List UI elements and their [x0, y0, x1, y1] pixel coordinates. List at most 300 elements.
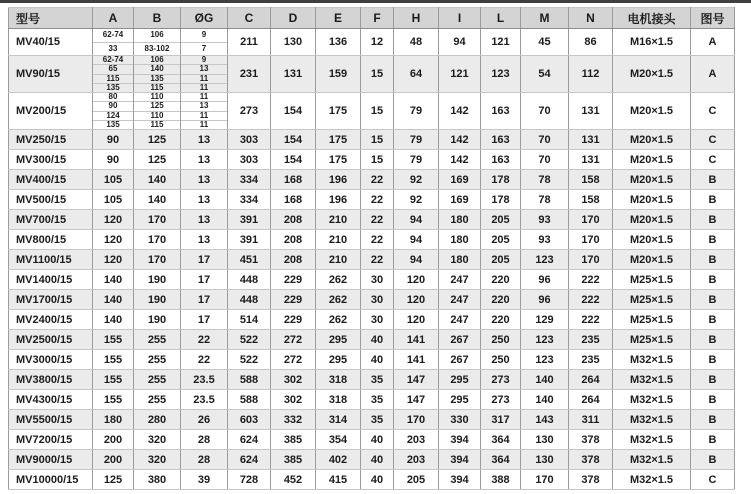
value-cell: 130 — [271, 29, 316, 56]
value-cell: 169 — [439, 190, 481, 210]
value-cell: 334 — [228, 170, 271, 190]
value-cell: 170 — [569, 210, 613, 230]
value-cell: 378 — [569, 450, 613, 470]
value-cell: 12 — [361, 29, 394, 56]
sub-value: 135 — [106, 82, 120, 92]
value-cell: 314 — [316, 410, 361, 430]
value-cell: 320 — [134, 450, 181, 470]
value-cell: 229 — [271, 290, 316, 310]
value-cell: 250 — [481, 350, 521, 370]
value-cell: 229 — [271, 270, 316, 290]
value-cell: 155 — [93, 330, 134, 350]
value-cell: 96 — [521, 270, 569, 290]
value-cell: 394 — [439, 450, 481, 470]
value-cell: 318 — [316, 390, 361, 410]
value-cell: 267 — [439, 330, 481, 350]
value-cell: 220 — [481, 290, 521, 310]
column-header: L — [481, 8, 521, 29]
value-cell: 334 — [228, 190, 271, 210]
value-cell: 210 — [316, 210, 361, 230]
value-cell: 35 — [361, 370, 394, 390]
value-cell: 155 — [93, 390, 134, 410]
value-cell: 190 — [134, 290, 181, 310]
connector-cell: M20×1.5 — [613, 210, 691, 230]
value-cell: 154 — [271, 130, 316, 150]
value-cell: 302 — [271, 370, 316, 390]
model-cell: MV1100/15 — [9, 250, 93, 270]
value-cell: 121 — [439, 56, 481, 93]
value-cell: 208 — [271, 250, 316, 270]
value-cell — [93, 93, 134, 130]
connector-cell: M20×1.5 — [613, 130, 691, 150]
value-cell: 147 — [394, 370, 439, 390]
model-cell: MV3800/15 — [9, 370, 93, 390]
value-cell: 220 — [481, 310, 521, 330]
value-cell: 141 — [394, 330, 439, 350]
value-cell: 158 — [569, 170, 613, 190]
value-cell: 140 — [93, 270, 134, 290]
value-cell: 255 — [134, 370, 181, 390]
value-cell — [134, 56, 181, 93]
connector-cell: M20×1.5 — [613, 56, 691, 93]
sub-value-stack — [134, 93, 180, 129]
value-cell: 624 — [228, 450, 271, 470]
value-cell: 70 — [521, 150, 569, 170]
value-cell — [93, 29, 134, 56]
figure-cell: C — [691, 150, 735, 170]
figure-cell: B — [691, 450, 735, 470]
column-header: N — [569, 8, 613, 29]
connector-cell: M25×1.5 — [613, 310, 691, 330]
value-cell: 272 — [271, 350, 316, 370]
value-cell: 205 — [481, 250, 521, 270]
value-cell: 142 — [439, 150, 481, 170]
value-cell: 394 — [439, 470, 481, 490]
value-cell: 142 — [439, 130, 481, 150]
value-cell: 222 — [569, 270, 613, 290]
sub-value: 62-74 — [93, 29, 133, 43]
value-cell: 120 — [93, 250, 134, 270]
value-cell: 311 — [569, 410, 613, 430]
value-cell: 451 — [228, 250, 271, 270]
sub-value: 80 — [93, 93, 133, 102]
value-cell: 210 — [316, 250, 361, 270]
value-cell: 264 — [569, 390, 613, 410]
value-cell: 385 — [271, 450, 316, 470]
value-cell: 79 — [394, 130, 439, 150]
value-cell: 28 — [181, 430, 228, 450]
value-cell — [181, 93, 228, 130]
connector-cell: M16×1.5 — [613, 29, 691, 56]
value-cell: 170 — [569, 230, 613, 250]
value-cell: 140 — [521, 390, 569, 410]
sub-value: 11 — [199, 119, 209, 129]
value-cell: 120 — [394, 270, 439, 290]
value-cell: 130 — [521, 450, 569, 470]
column-header: E — [316, 8, 361, 29]
value-cell: 205 — [481, 230, 521, 250]
value-cell: 23.5 — [181, 390, 228, 410]
table-row — [9, 290, 735, 310]
value-cell: 86 — [569, 29, 613, 56]
value-cell: 262 — [316, 290, 361, 310]
value-cell: 247 — [439, 270, 481, 290]
value-cell: 247 — [439, 310, 481, 330]
column-header: 电机接头 — [613, 8, 691, 29]
value-cell: 175 — [316, 150, 361, 170]
figure-cell: B — [691, 230, 735, 250]
value-cell: 140 — [93, 290, 134, 310]
value-cell: 93 — [521, 230, 569, 250]
value-cell: 70 — [521, 93, 569, 130]
value-cell: 121 — [481, 29, 521, 56]
value-cell: 125 — [134, 150, 181, 170]
sub-value-stack — [181, 93, 227, 129]
sub-value: 11 — [181, 112, 227, 121]
table-body — [9, 29, 735, 490]
value-cell: 200 — [93, 430, 134, 450]
table-row — [9, 93, 735, 130]
table-row — [9, 410, 735, 430]
value-cell: 54 — [521, 56, 569, 93]
figure-cell: B — [691, 410, 735, 430]
value-cell: 210 — [316, 230, 361, 250]
value-cell: 318 — [316, 370, 361, 390]
value-cell: 13 — [181, 150, 228, 170]
value-cell: 48 — [394, 29, 439, 56]
value-cell: 131 — [569, 150, 613, 170]
value-cell: 208 — [271, 210, 316, 230]
value-cell: 143 — [521, 410, 569, 430]
connector-cell: M20×1.5 — [613, 250, 691, 270]
sub-value: 90 — [93, 102, 133, 111]
value-cell: 196 — [316, 170, 361, 190]
value-cell: 120 — [394, 290, 439, 310]
value-cell: 105 — [93, 190, 134, 210]
value-cell: 255 — [134, 330, 181, 350]
value-cell: 154 — [271, 93, 316, 130]
figure-cell: A — [691, 56, 735, 93]
figure-cell: A — [691, 29, 735, 56]
value-cell: 22 — [361, 210, 394, 230]
value-cell: 180 — [439, 250, 481, 270]
sub-value: 106 — [134, 29, 180, 43]
value-cell: 295 — [316, 350, 361, 370]
value-cell: 92 — [394, 190, 439, 210]
value-cell: 394 — [439, 430, 481, 450]
value-cell: 235 — [569, 350, 613, 370]
model-cell: MV800/15 — [9, 230, 93, 250]
value-cell: 93 — [521, 210, 569, 230]
sub-value: 7 — [201, 43, 207, 53]
value-cell: 123 — [481, 56, 521, 93]
value-cell: 22 — [181, 330, 228, 350]
value-cell: 262 — [316, 310, 361, 330]
value-cell: 30 — [361, 290, 394, 310]
connector-cell: M32×1.5 — [613, 390, 691, 410]
value-cell: 40 — [361, 350, 394, 370]
model-cell: MV250/15 — [9, 130, 93, 150]
value-cell: 272 — [271, 330, 316, 350]
model-cell: MV40/15 — [9, 29, 93, 56]
model-cell: MV3000/15 — [9, 350, 93, 370]
value-cell: 13 — [181, 170, 228, 190]
value-cell: 140 — [134, 170, 181, 190]
value-cell: 178 — [481, 170, 521, 190]
value-cell: 170 — [134, 230, 181, 250]
value-cell: 295 — [316, 330, 361, 350]
value-cell: 255 — [134, 350, 181, 370]
connector-cell: M32×1.5 — [613, 370, 691, 390]
value-cell: 140 — [521, 370, 569, 390]
model-cell: MV90/15 — [9, 56, 93, 93]
column-header: H — [394, 8, 439, 29]
value-cell: 170 — [394, 410, 439, 430]
table-row — [9, 130, 735, 150]
value-cell — [181, 56, 228, 93]
value-cell: 22 — [361, 170, 394, 190]
value-cell: 255 — [134, 390, 181, 410]
value-cell: 120 — [394, 310, 439, 330]
value-cell: 364 — [481, 430, 521, 450]
value-cell: 70 — [521, 130, 569, 150]
value-cell: 112 — [569, 56, 613, 93]
connector-cell: M32×1.5 — [613, 470, 691, 490]
value-cell: 378 — [569, 470, 613, 490]
value-cell — [93, 56, 134, 93]
value-cell: 196 — [316, 190, 361, 210]
value-cell: 26 — [181, 410, 228, 430]
value-cell: 17 — [181, 290, 228, 310]
value-cell: 222 — [569, 310, 613, 330]
value-cell: 96 — [521, 290, 569, 310]
top-edge-bar — [0, 0, 751, 3]
figure-cell: B — [691, 290, 735, 310]
value-cell: 170 — [134, 210, 181, 230]
sub-value: 125 — [134, 102, 180, 111]
value-cell: 140 — [134, 190, 181, 210]
model-cell: MV200/15 — [9, 93, 93, 130]
value-cell: 205 — [394, 470, 439, 490]
model-cell: MV300/15 — [9, 150, 93, 170]
sub-value: 140 — [134, 65, 180, 74]
figure-cell: B — [691, 370, 735, 390]
value-cell: 452 — [271, 470, 316, 490]
column-header: ØG — [181, 8, 228, 29]
table-row — [9, 150, 735, 170]
table-header-row — [9, 8, 735, 29]
value-cell: 94 — [439, 29, 481, 56]
value-cell: 163 — [481, 93, 521, 130]
figure-cell: B — [691, 250, 735, 270]
value-cell: 448 — [228, 290, 271, 310]
sub-value-stack — [93, 93, 133, 129]
value-cell: 40 — [361, 450, 394, 470]
value-cell: 231 — [228, 56, 271, 93]
value-cell: 180 — [439, 230, 481, 250]
value-cell: 13 — [181, 230, 228, 250]
value-cell: 40 — [361, 330, 394, 350]
connector-cell: M32×1.5 — [613, 450, 691, 470]
value-cell: 302 — [271, 390, 316, 410]
value-cell: 40 — [361, 430, 394, 450]
table-row — [9, 430, 735, 450]
value-cell: 415 — [316, 470, 361, 490]
sub-value: 33 — [108, 43, 118, 53]
sub-value-stack — [93, 56, 133, 92]
value-cell: 120 — [93, 230, 134, 250]
value-cell: 123 — [521, 330, 569, 350]
value-cell: 142 — [439, 93, 481, 130]
connector-cell: M20×1.5 — [613, 150, 691, 170]
figure-cell: B — [691, 430, 735, 450]
model-cell: MV1400/15 — [9, 270, 93, 290]
table-row — [9, 310, 735, 330]
connector-cell: M25×1.5 — [613, 270, 691, 290]
value-cell: 448 — [228, 270, 271, 290]
value-cell: 603 — [228, 410, 271, 430]
figure-cell: C — [691, 470, 735, 490]
table-row — [9, 210, 735, 230]
value-cell: 190 — [134, 310, 181, 330]
value-cell: 267 — [439, 350, 481, 370]
value-cell: 17 — [181, 250, 228, 270]
value-cell: 247 — [439, 290, 481, 310]
value-cell: 624 — [228, 430, 271, 450]
sub-value: 115 — [150, 82, 164, 92]
model-cell: MV10000/15 — [9, 470, 93, 490]
value-cell: 158 — [569, 190, 613, 210]
sub-value: 11 — [181, 93, 227, 102]
value-cell: 17 — [181, 310, 228, 330]
value-cell: 378 — [569, 430, 613, 450]
value-cell: 105 — [93, 170, 134, 190]
value-cell: 123 — [521, 350, 569, 370]
value-cell: 136 — [316, 29, 361, 56]
sub-value: 62-74 — [93, 56, 133, 65]
sub-value: 83-102 — [144, 43, 170, 53]
value-cell: 45 — [521, 29, 569, 56]
value-cell: 175 — [316, 130, 361, 150]
value-cell: 140 — [93, 310, 134, 330]
value-cell: 205 — [481, 210, 521, 230]
figure-cell: B — [691, 350, 735, 370]
sub-value: 13 — [181, 65, 227, 74]
value-cell: 163 — [481, 130, 521, 150]
value-cell: 155 — [93, 350, 134, 370]
value-cell: 13 — [181, 130, 228, 150]
table-row — [9, 230, 735, 250]
figure-cell: B — [691, 270, 735, 290]
value-cell: 295 — [439, 390, 481, 410]
value-cell: 13 — [181, 210, 228, 230]
column-header: C — [228, 8, 271, 29]
value-cell: 79 — [394, 93, 439, 130]
value-cell: 90 — [93, 130, 134, 150]
sub-value: 65 — [93, 65, 133, 74]
table-row — [9, 250, 735, 270]
value-cell: 273 — [481, 370, 521, 390]
value-cell: 264 — [569, 370, 613, 390]
value-cell — [181, 29, 228, 56]
sub-value: 9 — [181, 56, 227, 65]
model-cell: MV2400/15 — [9, 310, 93, 330]
value-cell: 208 — [271, 230, 316, 250]
value-cell: 317 — [481, 410, 521, 430]
value-cell: 175 — [316, 93, 361, 130]
model-cell: MV5500/15 — [9, 410, 93, 430]
value-cell: 203 — [394, 450, 439, 470]
sub-value-stack — [181, 56, 227, 92]
table-row — [9, 29, 735, 56]
value-cell: 222 — [569, 290, 613, 310]
value-cell: 203 — [394, 430, 439, 450]
value-cell: 250 — [481, 330, 521, 350]
figure-cell: B — [691, 310, 735, 330]
value-cell: 129 — [521, 310, 569, 330]
value-cell: 131 — [569, 130, 613, 150]
model-cell: MV7200/15 — [9, 430, 93, 450]
connector-cell: M32×1.5 — [613, 430, 691, 450]
value-cell: 388 — [481, 470, 521, 490]
table-row — [9, 350, 735, 370]
table-row — [9, 56, 735, 93]
value-cell: 229 — [271, 310, 316, 330]
value-cell: 200 — [93, 450, 134, 470]
value-cell: 168 — [271, 190, 316, 210]
value-cell: 163 — [481, 150, 521, 170]
value-cell: 295 — [439, 370, 481, 390]
value-cell: 40 — [361, 470, 394, 490]
table-row — [9, 370, 735, 390]
value-cell: 380 — [134, 470, 181, 490]
value-cell: 354 — [316, 430, 361, 450]
value-cell: 273 — [228, 93, 271, 130]
value-cell: 13 — [181, 190, 228, 210]
value-cell: 320 — [134, 430, 181, 450]
value-cell: 22 — [361, 190, 394, 210]
table-row — [9, 330, 735, 350]
value-cell: 120 — [93, 210, 134, 230]
value-cell: 30 — [361, 310, 394, 330]
model-cell: MV2500/15 — [9, 330, 93, 350]
model-cell: MV9000/15 — [9, 450, 93, 470]
value-cell: 94 — [394, 210, 439, 230]
figure-cell: C — [691, 93, 735, 130]
value-cell: 332 — [271, 410, 316, 430]
value-cell: 15 — [361, 150, 394, 170]
value-cell: 159 — [316, 56, 361, 93]
table-row — [9, 450, 735, 470]
sub-value-stack — [134, 56, 180, 92]
value-cell: 131 — [569, 93, 613, 130]
column-header: I — [439, 8, 481, 29]
value-cell: 168 — [271, 170, 316, 190]
value-cell: 391 — [228, 210, 271, 230]
value-cell: 22 — [361, 230, 394, 250]
column-header: M — [521, 8, 569, 29]
value-cell: 78 — [521, 170, 569, 190]
sub-value: 11 — [199, 82, 209, 92]
value-cell: 17 — [181, 270, 228, 290]
value-cell: 588 — [228, 390, 271, 410]
column-header: 图号 — [691, 8, 735, 29]
sub-value: 110 — [134, 112, 180, 121]
column-header: B — [134, 8, 181, 29]
value-cell: 131 — [271, 56, 316, 93]
value-cell: 588 — [228, 370, 271, 390]
connector-cell: M25×1.5 — [613, 290, 691, 310]
